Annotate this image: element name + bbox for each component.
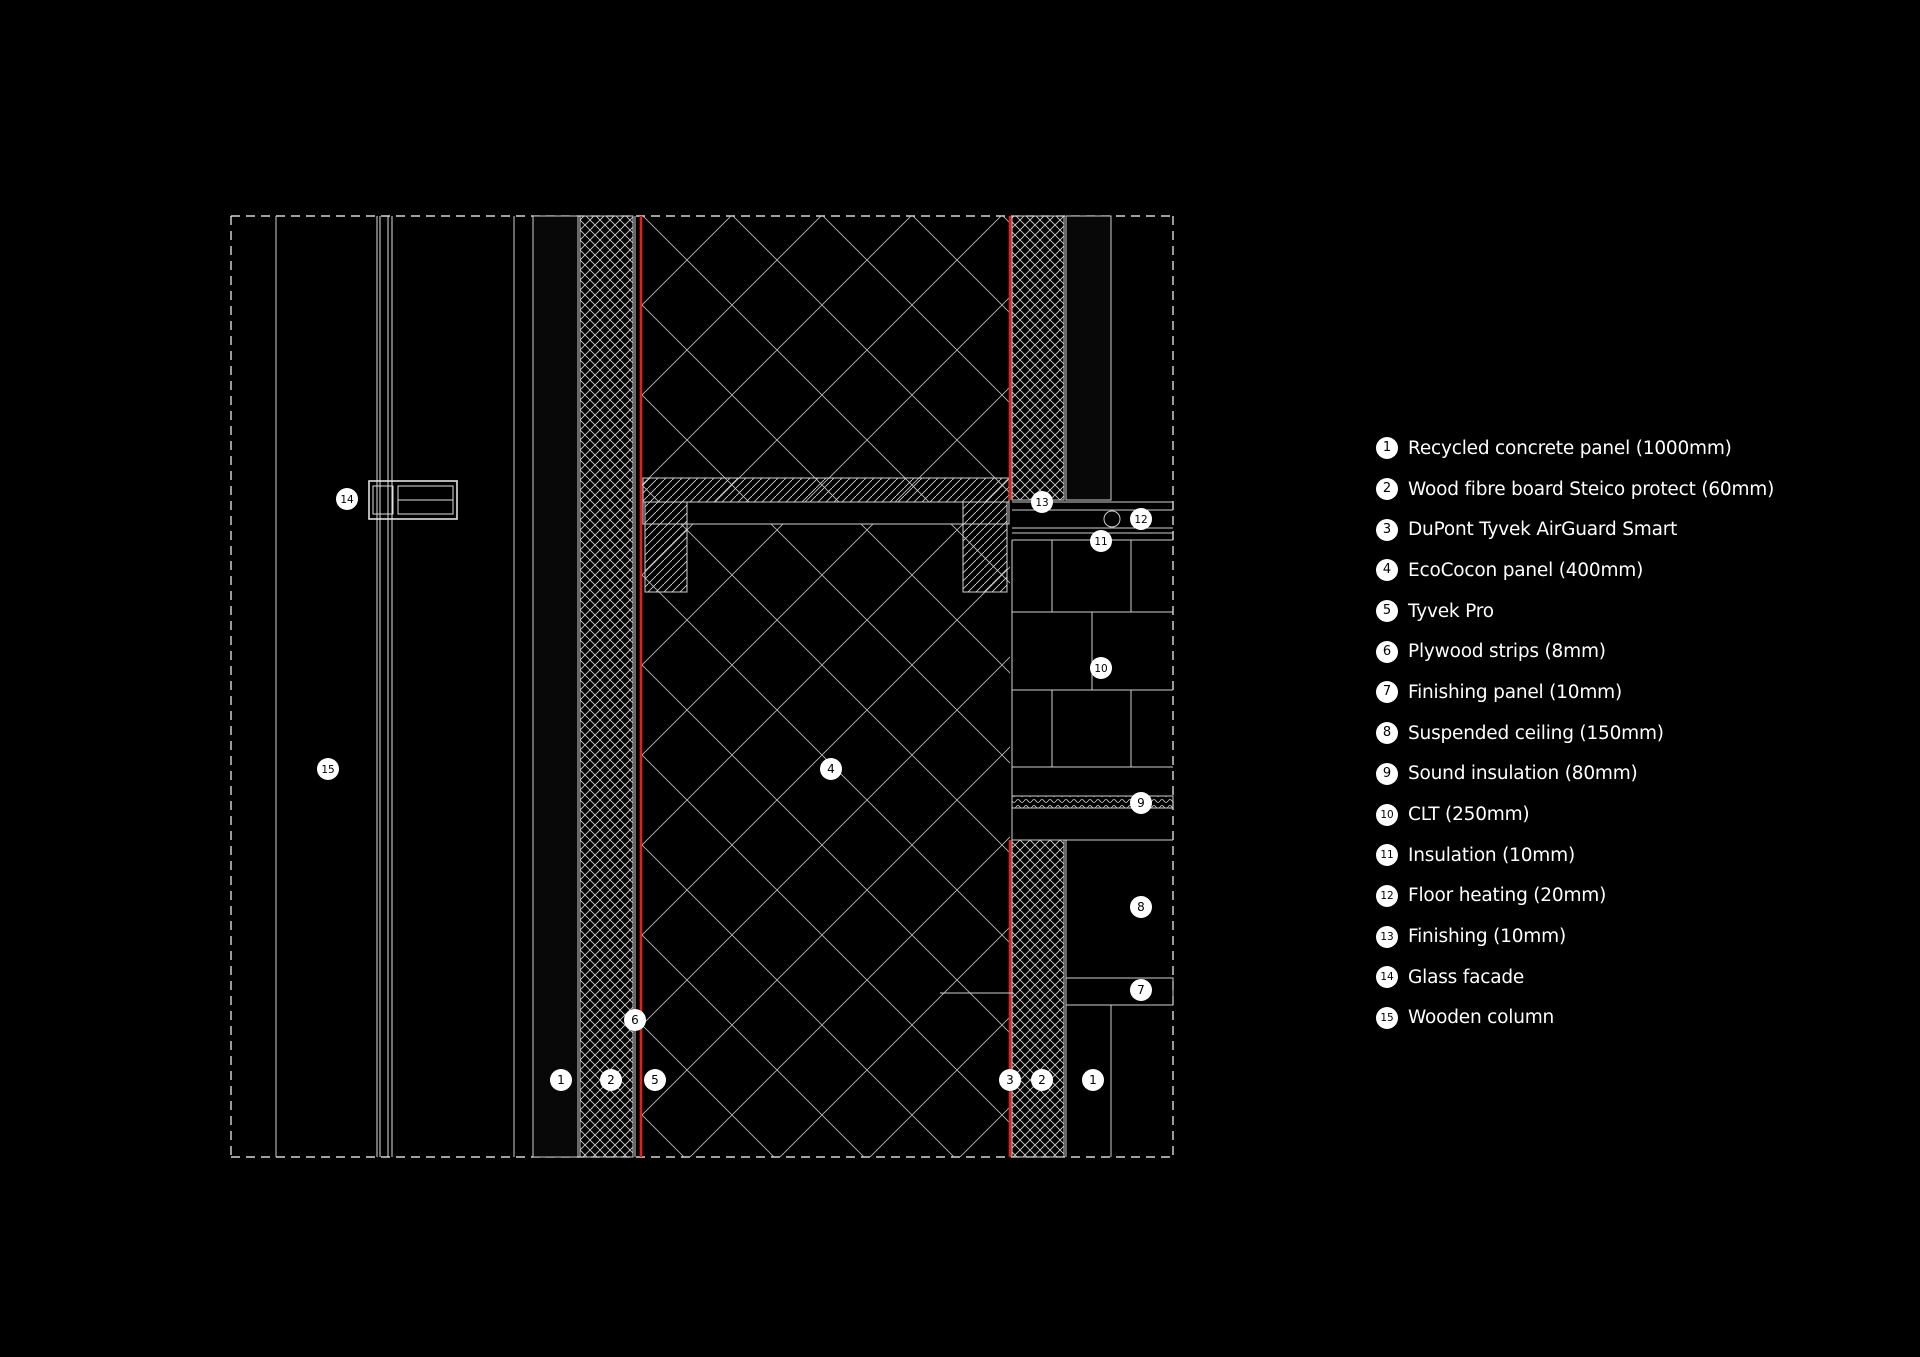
svg-text:7: 7 <box>1137 983 1145 997</box>
legend-label: Floor heating (20mm) <box>1408 885 1607 907</box>
tag-6 <box>624 1009 646 1031</box>
legend-label: Sound insulation (80mm) <box>1408 763 1638 785</box>
svg-text:9: 9 <box>1137 796 1145 810</box>
legend-item <box>1376 591 1896 632</box>
legend-label: DuPont Tyvek AirGuard Smart <box>1408 519 1678 541</box>
legend-item <box>1376 916 1896 957</box>
tag-15 <box>317 758 339 780</box>
legend-item <box>1376 957 1896 998</box>
concrete-panel-right-lower <box>1066 840 1111 1157</box>
legend-label: Wooden column <box>1408 1007 1555 1029</box>
legend-number: 9 <box>1376 763 1398 785</box>
tag-13 <box>1031 491 1053 513</box>
svg-text:10: 10 <box>1094 663 1108 675</box>
svg-text:3: 3 <box>1006 1073 1014 1087</box>
legend-label: EcoCocon panel (400mm) <box>1408 559 1644 581</box>
tag-1-left <box>550 1069 572 1091</box>
legend-item <box>1376 835 1896 876</box>
tag-5 <box>644 1069 666 1091</box>
svg-text:8: 8 <box>1137 900 1145 914</box>
legend-label: CLT (250mm) <box>1408 804 1530 826</box>
svg-text:5: 5 <box>651 1073 659 1087</box>
legend-item <box>1376 794 1896 835</box>
concrete-panel-left <box>533 216 578 1157</box>
legend-item <box>1376 631 1896 672</box>
svg-text:1: 1 <box>557 1073 565 1087</box>
legend-label: Glass facade <box>1408 966 1525 988</box>
legend-number: 3 <box>1376 519 1398 541</box>
tag-11 <box>1090 530 1112 552</box>
svg-text:6: 6 <box>631 1013 639 1027</box>
legend <box>1376 428 1896 1038</box>
tag-3 <box>999 1069 1021 1091</box>
concrete-panel-right-upper <box>1066 216 1111 500</box>
legend-number: 6 <box>1376 641 1398 663</box>
svg-text:14: 14 <box>340 494 354 506</box>
legend-number: 8 <box>1376 722 1398 744</box>
legend-number: 10 <box>1376 804 1398 826</box>
glass-facade <box>369 216 457 1157</box>
tag-4 <box>820 758 842 780</box>
legend-item <box>1376 998 1896 1039</box>
legend-number: 5 <box>1376 600 1398 622</box>
legend-label: Plywood strips (8mm) <box>1408 641 1606 663</box>
tag-14 <box>336 488 358 510</box>
svg-text:12: 12 <box>1134 514 1148 526</box>
tag-7 <box>1130 979 1152 1001</box>
legend-item <box>1376 754 1896 795</box>
tag-9 <box>1130 792 1152 814</box>
tag-10 <box>1090 657 1112 679</box>
ecococon-panel <box>642 216 1010 1157</box>
wood-fibre-right-upper <box>1012 216 1064 500</box>
legend-item <box>1376 509 1896 550</box>
tag-1-right <box>1082 1069 1104 1091</box>
legend-item <box>1376 428 1896 469</box>
legend-number: 4 <box>1376 559 1398 581</box>
legend-number: 13 <box>1376 926 1398 948</box>
svg-text:4: 4 <box>827 762 835 776</box>
tag-2-left <box>600 1069 622 1091</box>
svg-text:11: 11 <box>1094 536 1108 548</box>
tag-8 <box>1130 896 1152 918</box>
legend-label: Recycled concrete panel (1000mm) <box>1408 437 1732 459</box>
svg-text:13: 13 <box>1035 497 1049 509</box>
svg-text:1: 1 <box>1089 1073 1097 1087</box>
legend-number: 1 <box>1376 437 1398 459</box>
wood-fibre-right-lower <box>1012 840 1064 1157</box>
legend-item <box>1376 672 1896 713</box>
legend-label: Suspended ceiling (150mm) <box>1408 722 1664 744</box>
legend-label: Tyvek Pro <box>1408 600 1494 622</box>
legend-label: Finishing panel (10mm) <box>1408 681 1622 703</box>
legend-item <box>1376 876 1896 917</box>
legend-label: Insulation (10mm) <box>1408 844 1575 866</box>
legend-item <box>1376 713 1896 754</box>
legend-number: 14 <box>1376 966 1398 988</box>
svg-text:2: 2 <box>1038 1073 1046 1087</box>
tag-2-right <box>1031 1069 1053 1091</box>
tag-12 <box>1130 508 1152 530</box>
legend-item <box>1376 550 1896 591</box>
svg-text:15: 15 <box>321 764 335 776</box>
legend-number: 11 <box>1376 844 1398 866</box>
wooden-column <box>276 216 514 1157</box>
legend-number: 2 <box>1376 478 1398 500</box>
legend-item <box>1376 469 1896 510</box>
legend-label: Wood fibre board Steico protect (60mm) <box>1408 478 1775 500</box>
svg-text:2: 2 <box>607 1073 615 1087</box>
legend-label: Finishing (10mm) <box>1408 926 1566 948</box>
legend-number: 15 <box>1376 1007 1398 1029</box>
legend-number: 7 <box>1376 681 1398 703</box>
legend-number: 12 <box>1376 885 1398 907</box>
